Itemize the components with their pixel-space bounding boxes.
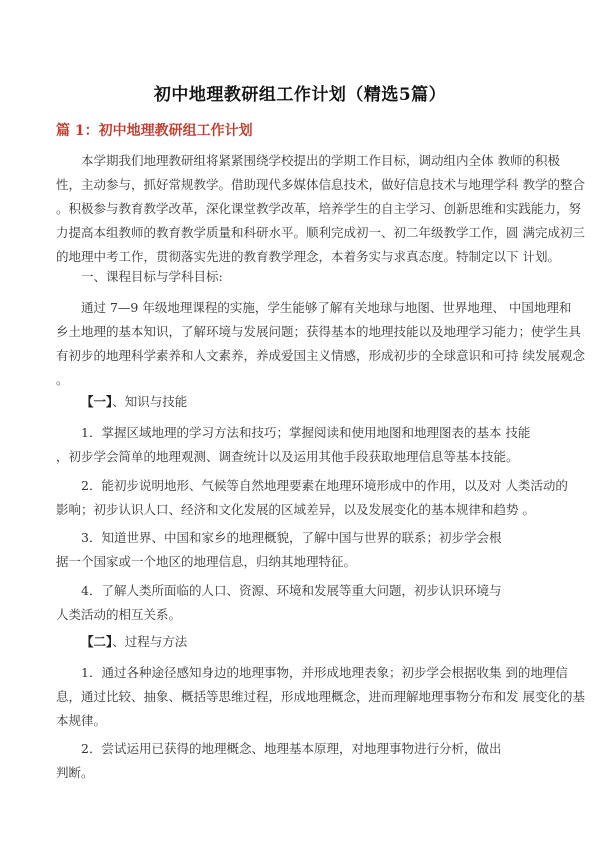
knowledge-item-1 [56,421,548,469]
text-line: 1．通过各种途径感知身边的地理事物，并形成地理表象；初步学会根据收集 到的地理信 [81,665,568,680]
knowledge-item-3 [56,526,548,574]
text-line: 人类活动的相互关系。 [56,607,182,622]
text-line: 本学期我们地理教研组将紧紧围绕学校提出的学期工作目标，调动组内全体 教师的积极 [81,153,560,168]
text-line: 。积极参与教育教学改革，深化课堂教学改革，培养学生的自主学习、创新思维和实践能力，努 [56,201,582,216]
subheading-process [81,632,187,650]
knowledge-item-2 [56,474,568,522]
section-heading-goals: 一、课程目标与学科目标: [81,269,223,284]
text-line: 2．尝试运用已获得的地理概念、地理基本原理，对地理事物进行分析，做出 [81,741,502,756]
article-subtitle: 篇 1：初中地理教研组工作计划 [56,123,253,139]
goals-paragraph [56,296,585,392]
intro-paragraph [56,149,585,269]
text-line: ，初步学会简单的地理观测、调查统计以及运用其他手段获取地理信息等基本技能。 [56,449,519,464]
subheading-label: 、知识与技能 [112,394,188,409]
text-line: 的地理中考工作，贯彻落实先进的教育教学理念，本着务实与求真态度。特制定以下 计划。 [56,249,560,264]
subheading-knowledge [81,392,187,410]
text-line: 2．能初步说明地形、气候等自然地理要素在地理环境形成中的作用，以及对 人类活动的 [81,478,568,493]
text-line: 据一个国家或一个地区的地理信息，归纳其地理特征。 [56,554,357,569]
text-line: 通过 7—9 年级地理课程的实施，学生能够了解有关地球与地图、世界地理、 中国地理和 [81,300,572,315]
text-line: 影响；初步认识人口、经济和文化发展的区域差异，以及发展变化的基本规律和趋势 。 [56,502,535,517]
text-line: 4．了解人类所面临的人口、资源、环境和发展等重大问题，初步认识环境与 [81,583,502,598]
process-item-2 [56,737,548,785]
subheading-bracket: 【二】 [81,634,113,649]
process-item-1 [56,661,585,733]
subheading-bracket: 【一】 [81,394,113,409]
text-line: 判断。 [56,765,94,780]
knowledge-item-4 [56,579,548,627]
subheading-label: 、过程与方法 [112,634,188,649]
text-line: 乡土地理的基本知识，了解环境与发展问题；获得基本的地理技能以及地理学习能力；使学生具 [56,324,582,339]
document-title: 初中地理教研组工作计划（精选5篇） [153,85,447,105]
text-line: 息，通过比较、抽象、概括等思维过程，形成地理概念，进而理解地理事物分布和发 展变化的基 [56,689,585,704]
text-line: 1．掌握区域地理的学习方法和技巧；掌握阅读和使用地图和地理图表的基本 技能 [81,425,531,440]
text-line: 本规律。 [56,713,107,728]
text-line: 3．知道世界、中国和家乡的地理概貌，了解中国与世界的联系；初步学会根 [81,530,502,545]
text-line: 有初步的地理科学素养和人文素养，养成爱国主义情感，形成初步的全球意识和可持 续发展观念 [56,348,585,363]
text-line: 力提高本组教师的教育教学质量和科研水平。顺利完成初一、初二年级教学工作，圆 满完成初三 [56,225,585,240]
text-line: 性，主动参与，抓好常规教学。借助现代多媒体信息技术，做好信息技术与地理学科 教学的整合 [56,177,585,192]
text-line: 。 [56,372,69,387]
